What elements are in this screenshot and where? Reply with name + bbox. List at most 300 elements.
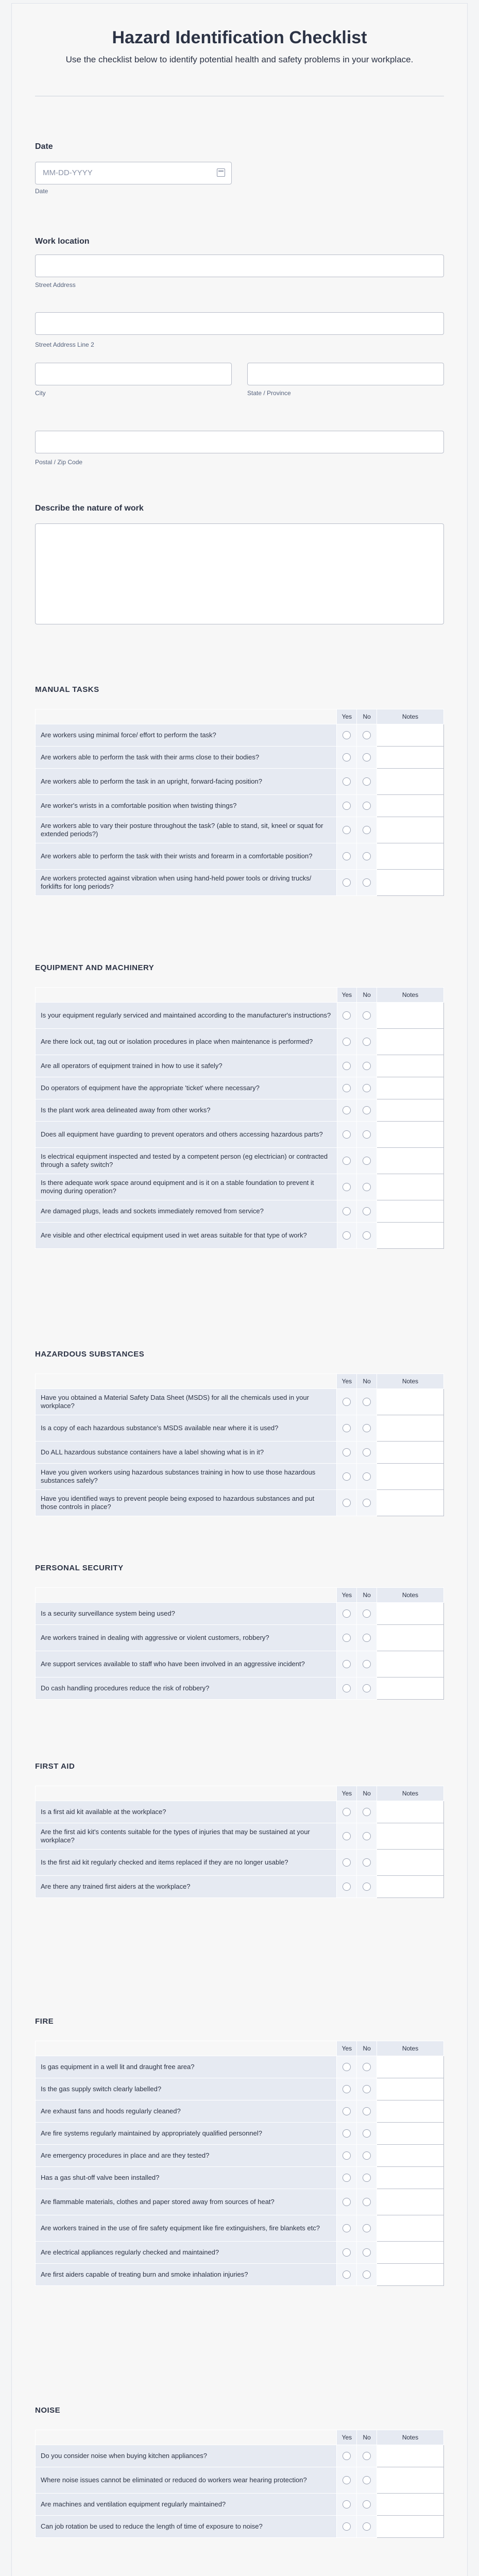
radio-yes[interactable] [343,1609,351,1618]
radio-yes[interactable] [343,1038,351,1046]
radio-no[interactable] [363,1472,371,1481]
form-title: Hazard Identification Checklist [112,28,367,47]
radio-no[interactable] [363,2248,371,2257]
radio-no[interactable] [363,1231,371,1240]
notes-input[interactable] [377,1003,444,1029]
notes-input[interactable] [377,843,444,870]
question-label: Are machines and ventilation equipment regularly maintained? [36,2494,337,2516]
radio-yes[interactable] [343,1424,351,1432]
state-input[interactable] [247,363,444,385]
radio-no[interactable] [363,731,371,739]
table-row [36,2264,444,2286]
notes-input[interactable] [377,1490,444,1516]
radio-yes[interactable] [343,2107,351,2115]
question-label: Are workers protected against vibration when using hand-held power tools or driving trucks/ forklifts for long periods? [36,870,337,896]
cell-no [357,769,377,795]
cell-no [357,2494,377,2516]
notes-input[interactable] [377,1603,444,1625]
radio-no[interactable] [363,1106,371,1114]
cell-yes [337,2145,357,2167]
radio-yes[interactable] [343,1684,351,1692]
question-label: Is electrical equipment inspected and tested by a competent person (eg electrician) or contracted through a safety switch? [36,1148,337,1174]
cell-no [357,2445,377,2467]
question-label: Is gas equipment in a well lit and draught free area? [36,2056,337,2078]
table-row [36,724,444,747]
question-label: Are the first aid kit's contents suitable for the types of injuries that may be sustained at your workplace? [36,1823,337,1850]
cell-no [357,1099,377,1122]
cell-no [357,817,377,843]
table-row [36,1148,444,1174]
notes-input[interactable] [377,2264,444,2286]
cell-no [357,2215,377,2242]
cell-yes [337,1003,357,1029]
radio-yes[interactable] [343,2452,351,2460]
cell-yes [337,1055,357,1077]
notes-input[interactable] [377,2145,444,2167]
radio-no[interactable] [363,802,371,810]
cell-yes [337,1415,357,1442]
street-address-line2-sublabel: Street Address Line 2 [35,341,94,348]
cell-no [357,1415,377,1442]
header-blank [36,988,337,1003]
notes-input[interactable] [377,747,444,769]
table-row [36,1122,444,1148]
radio-no[interactable] [363,1038,371,1046]
notes-input[interactable] [377,1099,444,1122]
notes-input[interactable] [377,1876,444,1898]
cell-yes [337,1099,357,1122]
radio-no[interactable] [363,2452,371,2460]
cell-no [357,1003,377,1029]
column-header-notes: Notes [377,2430,444,2445]
radio-yes[interactable] [343,2522,351,2531]
table-row [36,1055,444,1077]
radio-yes[interactable] [343,1011,351,1020]
column-header-no: No [357,1374,377,1389]
section-title: NOISE [35,2406,61,2415]
street-address-sublabel: Street Address [35,281,76,289]
notes-input[interactable] [377,1148,444,1174]
question-label: Do cash handling procedures reduce the risk of robbery? [36,1677,337,1700]
section-title: FIRST AID [35,1762,75,1771]
checklist-table [35,1374,444,1516]
radio-yes[interactable] [343,2174,351,2182]
question-label: Have you identified ways to prevent people being exposed to hazardous substances and put those controls in place? [36,1490,337,1516]
table-row [36,769,444,795]
radio-yes[interactable] [343,1472,351,1481]
notes-input[interactable] [377,1077,444,1099]
radio-yes[interactable] [343,2085,351,2093]
table-header-row [36,709,444,724]
cell-no [357,1223,377,1249]
cell-yes [337,843,357,870]
table-row [36,1200,444,1223]
cell-no [357,1389,377,1415]
cell-yes [337,2242,357,2264]
nature-of-work-label: Describe the nature of work [35,504,144,513]
notes-input[interactable] [377,1823,444,1850]
table-header-row [36,1786,444,1801]
notes-input[interactable] [377,1200,444,1223]
cell-no [357,1055,377,1077]
city-input[interactable] [35,363,232,385]
notes-input[interactable] [377,1055,444,1077]
notes-input[interactable] [377,1389,444,1415]
radio-yes[interactable] [343,731,351,739]
notes-input[interactable] [377,795,444,817]
cell-yes [337,1389,357,1415]
radio-no[interactable] [363,1499,371,1507]
cell-no [357,724,377,747]
notes-input[interactable] [377,1122,444,1148]
cell-yes [337,1174,357,1200]
radio-yes[interactable] [343,826,351,834]
radio-no[interactable] [363,1130,371,1139]
radio-yes[interactable] [343,1207,351,1215]
question-label: Are there any trained first aiders at the workplace? [36,1876,337,1898]
question-label: Can job rotation be used to reduce the length of time of exposure to noise? [36,2516,337,2538]
column-header-notes: Notes [377,988,444,1003]
notes-input[interactable] [377,2445,444,2467]
radio-yes[interactable] [343,1231,351,1240]
radio-no[interactable] [363,1634,371,1642]
question-label: Is the first aid kit regularly checked and items replaced if they are no longer usable? [36,1850,337,1876]
cell-yes [337,2494,357,2516]
cell-no [357,2056,377,2078]
radio-no[interactable] [363,1398,371,1406]
radio-no[interactable] [363,1207,371,1215]
question-label: Is a first aid kit available at the workplace? [36,1801,337,1823]
radio-no[interactable] [363,852,371,860]
radio-yes[interactable] [343,777,351,786]
radio-yes[interactable] [343,1883,351,1891]
street-address-line2-input[interactable] [35,312,444,335]
table-row [36,795,444,817]
question-label: Are fire systems regularly maintained by appropriately qualified personnel? [36,2123,337,2145]
table-row [36,2100,444,2123]
radio-no[interactable] [363,878,371,887]
radio-yes[interactable] [343,1084,351,1092]
radio-no[interactable] [363,1424,371,1432]
notes-input[interactable] [377,1464,444,1490]
question-label: Are emergency procedures in place and are they tested? [36,2145,337,2167]
table-row [36,1876,444,1898]
radio-no[interactable] [363,1832,371,1840]
question-label: Have you given workers using hazardous substances training in how to use those hazardous substances safely? [36,1464,337,1490]
cell-no [357,1029,377,1055]
radio-no[interactable] [363,1684,371,1692]
table-row [36,2189,444,2215]
radio-yes[interactable] [343,1660,351,1668]
radio-no[interactable] [363,2500,371,2509]
radio-no[interactable] [363,2085,371,2093]
cell-no [357,1876,377,1898]
notes-input[interactable] [377,1223,444,1249]
radio-no[interactable] [363,826,371,834]
radio-yes[interactable] [343,1858,351,1867]
radio-no[interactable] [363,1883,371,1891]
notes-input[interactable] [377,1850,444,1876]
cell-no [357,2516,377,2538]
zip-sublabel: Postal / Zip Code [35,459,83,466]
section-title: FIRE [35,2017,54,2026]
table-row [36,1464,444,1490]
notes-input[interactable] [377,2167,444,2189]
radio-yes[interactable] [343,2224,351,2232]
cell-yes [337,2167,357,2189]
question-label: Do you consider noise when buying kitchen appliances? [36,2445,337,2467]
notes-input[interactable] [377,1651,444,1677]
cell-yes [337,2056,357,2078]
table-row [36,1823,444,1850]
cell-no [357,1677,377,1700]
cell-yes [337,1490,357,1516]
radio-yes[interactable] [343,802,351,810]
header-blank [36,1786,337,1801]
checklist-table [35,2430,444,2538]
table-row [36,2078,444,2100]
radio-no[interactable] [363,1183,371,1191]
question-label: Are there lock out, tag out or isolation procedures in place when maintenance is performed? [36,1029,337,1055]
cell-no [357,2145,377,2167]
cell-no [357,1148,377,1174]
table-row [36,1029,444,1055]
radio-yes[interactable] [343,1157,351,1165]
cell-no [357,2189,377,2215]
radio-no[interactable] [363,1062,371,1070]
notes-input[interactable] [377,870,444,896]
notes-input[interactable] [377,1677,444,1700]
cell-no [357,2100,377,2123]
radio-no[interactable] [363,1448,371,1456]
cell-no [357,1464,377,1490]
table-row [36,1442,444,1464]
cell-yes [337,1651,357,1677]
cell-yes [337,1677,357,1700]
column-header-no: No [357,2041,377,2056]
radio-no[interactable] [363,1808,371,1816]
column-header-yes: Yes [337,1374,357,1389]
cell-no [357,2167,377,2189]
cell-no [357,1801,377,1823]
cell-yes [337,747,357,769]
radio-no[interactable] [363,1609,371,1618]
table-row [36,1651,444,1677]
radio-yes[interactable] [343,1448,351,1456]
radio-yes[interactable] [343,878,351,887]
radio-no[interactable] [363,1157,371,1165]
radio-yes[interactable] [343,2129,351,2138]
notes-input[interactable] [377,2467,444,2494]
cell-yes [337,1801,357,1823]
question-label: Have you obtained a Material Safety Data Sheet (MSDS) for all the chemicals used in your workplace? [36,1389,337,1415]
table-row [36,1603,444,1625]
cell-yes [337,769,357,795]
radio-no[interactable] [363,2198,371,2206]
cell-yes [337,724,357,747]
radio-yes[interactable] [343,1183,351,1191]
calendar-icon[interactable] [217,168,225,177]
column-header-notes: Notes [377,709,444,724]
notes-input[interactable] [377,1625,444,1651]
cell-yes [337,2123,357,2145]
table-header-row [36,988,444,1003]
zip-input[interactable] [35,431,444,453]
radio-yes[interactable] [343,1130,351,1139]
radio-no[interactable] [363,753,371,761]
radio-yes[interactable] [343,1634,351,1642]
notes-input[interactable] [377,1029,444,1055]
notes-input[interactable] [377,2516,444,2538]
radio-no[interactable] [363,1660,371,1668]
radio-no[interactable] [363,2476,371,2484]
notes-input[interactable] [377,2242,444,2264]
question-label: Are workers trained in dealing with aggressive or violent customers, robbery? [36,1625,337,1651]
section-title: PERSONAL SECURITY [35,1564,124,1572]
date-input[interactable] [35,162,232,184]
notes-input[interactable] [377,2494,444,2516]
cell-no [357,1625,377,1651]
radio-yes[interactable] [343,1398,351,1406]
radio-yes[interactable] [343,1808,351,1816]
question-label: Are electrical appliances regularly checked and maintained? [36,2242,337,2264]
radio-yes[interactable] [343,1832,351,1840]
radio-yes[interactable] [343,1106,351,1114]
radio-yes[interactable] [343,1062,351,1070]
radio-no[interactable] [363,1011,371,1020]
radio-yes[interactable] [343,753,351,761]
cell-yes [337,795,357,817]
table-row [36,1003,444,1029]
question-label: Are workers trained in the use of fire safety equipment like fire extinguishers, fire blankets etc? [36,2215,337,2242]
cell-yes [337,2467,357,2494]
notes-input[interactable] [377,2100,444,2123]
question-label: Does all equipment have guarding to prevent operators and others accessing hazardous parts? [36,1122,337,1148]
question-label: Do operators of equipment have the appropriate 'ticket' where necessary? [36,1077,337,1099]
radio-yes[interactable] [343,2198,351,2206]
notes-input[interactable] [377,769,444,795]
table-row [36,2494,444,2516]
cell-yes [337,2516,357,2538]
radio-no[interactable] [363,2063,371,2071]
radio-yes[interactable] [343,2248,351,2257]
table-row [36,747,444,769]
section-title: MANUAL TASKS [35,685,99,694]
radio-no[interactable] [363,2224,371,2232]
radio-no[interactable] [363,2129,371,2138]
cell-yes [337,1603,357,1625]
column-header-yes: Yes [337,1786,357,1801]
cell-no [357,2264,377,2286]
cell-no [357,1823,377,1850]
notes-input[interactable] [377,2215,444,2242]
radio-no[interactable] [363,2174,371,2182]
table-row [36,1389,444,1415]
question-label: Are all operators of equipment trained in how to use it safely? [36,1055,337,1077]
notes-input[interactable] [377,1801,444,1823]
column-header-no: No [357,2430,377,2445]
radio-yes[interactable] [343,852,351,860]
question-label: Are damaged plugs, leads and sockets immediately removed from service? [36,1200,337,1223]
table-row [36,1850,444,1876]
cell-yes [337,1850,357,1876]
checklist-table [35,709,444,896]
radio-no[interactable] [363,2270,371,2279]
cell-yes [337,2189,357,2215]
question-label: Are flammable materials, clothes and paper stored away from sources of heat? [36,2189,337,2215]
notes-input[interactable] [377,1415,444,1442]
question-label: Are workers able to perform the task in an upright, forward-facing position? [36,769,337,795]
question-label: Do ALL hazardous substance containers have a label showing what is in it? [36,1442,337,1464]
question-label: Is the plant work area delineated away from other works? [36,1099,337,1122]
notes-input[interactable] [377,1442,444,1464]
cell-yes [337,1077,357,1099]
radio-yes[interactable] [343,2063,351,2071]
nature-of-work-textarea[interactable] [35,523,444,624]
radio-no[interactable] [363,777,371,786]
cell-no [357,1174,377,1200]
radio-no[interactable] [363,1084,371,1092]
radio-yes[interactable] [343,2151,351,2160]
header-blank [36,2041,337,2056]
radio-yes[interactable] [343,1499,351,1507]
notes-input[interactable] [377,2123,444,2145]
cell-no [357,2242,377,2264]
table-row [36,2145,444,2167]
cell-no [357,747,377,769]
radio-no[interactable] [363,2522,371,2531]
question-label: Where noise issues cannot be eliminated or reduced do workers wear hearing protection? [36,2467,337,2494]
column-header-yes: Yes [337,2041,357,2056]
cell-yes [337,2215,357,2242]
radio-no[interactable] [363,2151,371,2160]
cell-yes [337,1148,357,1174]
notes-input[interactable] [377,724,444,747]
header-blank [36,2430,337,2445]
column-header-yes: Yes [337,709,357,724]
table-header-row [36,2430,444,2445]
cell-yes [337,1464,357,1490]
column-header-yes: Yes [337,1588,357,1603]
cell-no [357,2078,377,2100]
radio-no[interactable] [363,1858,371,1867]
notes-input[interactable] [377,817,444,843]
notes-input[interactable] [377,2189,444,2215]
table-row [36,817,444,843]
cell-yes [337,870,357,896]
cell-yes [337,2078,357,2100]
notes-input[interactable] [377,2056,444,2078]
radio-yes[interactable] [343,2270,351,2279]
column-header-no: No [357,1786,377,1801]
date-label: Date [35,142,53,151]
notes-input[interactable] [377,2078,444,2100]
table-row [36,843,444,870]
table-header-row [36,1588,444,1603]
radio-no[interactable] [363,2107,371,2115]
section-title: HAZARDOUS SUBSTANCES [35,1350,145,1359]
radio-yes[interactable] [343,2476,351,2484]
radio-yes[interactable] [343,2500,351,2509]
cell-yes [337,2100,357,2123]
street-address-input[interactable] [35,255,444,277]
table-row [36,2445,444,2467]
question-label: Is the gas supply switch clearly labelled? [36,2078,337,2100]
column-header-no: No [357,1588,377,1603]
cell-yes [337,1876,357,1898]
cell-no [357,1603,377,1625]
notes-input[interactable] [377,1174,444,1200]
